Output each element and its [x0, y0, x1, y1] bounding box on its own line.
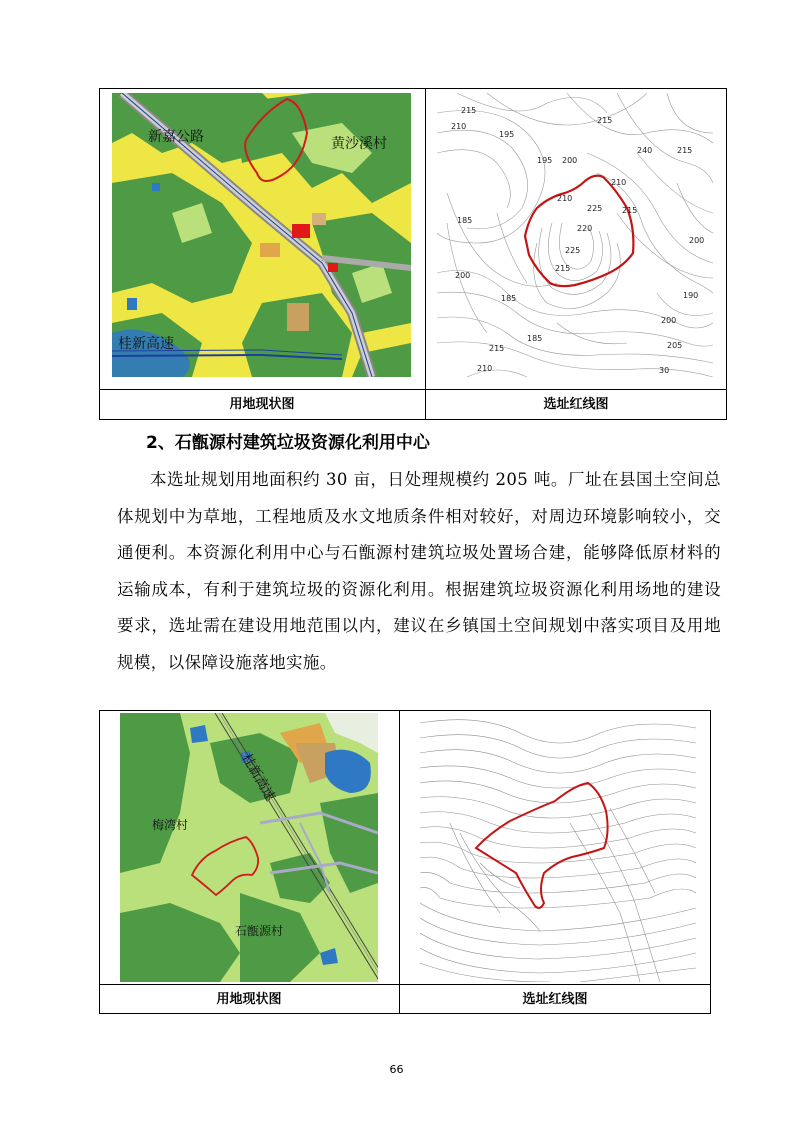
map-label-highway: 桂新高速 — [238, 751, 278, 805]
land-use-map-1 — [112, 93, 411, 377]
section-paragraph: 本选址规划用地面积约 30 亩，日处理规模约 205 吨。厂址在县国土空间总体规划中为草地，工程地质及水文地质条件相对较好，对周边环境影响较小，交通便利。本资源化利用中心与石甑源村建筑垃圾处置场合建，能够降低原材料的运输成本，有利于建筑垃圾的资源化利用。根据建筑垃圾资源化利用场地的建设要求，选址需在建设用地范围以内，建议在乡镇国土空间规划中落实项目及用地规模，以保障设施落地实施。 — [117, 470, 721, 672]
contour-label: 215 — [597, 116, 613, 125]
contour-label: 210 — [477, 364, 493, 373]
contour-label: 185 — [501, 294, 517, 303]
contour-label: 195 — [499, 130, 515, 139]
figure1-divider-vertical — [425, 88, 426, 420]
map-label-road: 新嘉公路 — [148, 129, 204, 145]
map-label-village-2: 石甑源村 — [235, 924, 284, 938]
contour-label: 225 — [587, 204, 603, 213]
contour-label: 215 — [677, 146, 693, 155]
contour-label: 220 — [577, 224, 593, 233]
map-label-village: 黄沙溪村 — [331, 136, 387, 152]
contour-label: 185 — [527, 334, 543, 343]
site-boundary-map-2 — [420, 713, 696, 982]
land-use-map-2 — [120, 713, 378, 982]
page-number: 66 — [389, 1063, 404, 1076]
contour-label: 205 — [667, 341, 683, 350]
contour-label: 195 — [537, 156, 553, 165]
contour-label: 215 — [622, 206, 638, 215]
contour-label: 200 — [661, 316, 677, 325]
contour-label: 210 — [451, 122, 467, 131]
contour-label: 215 — [555, 264, 571, 273]
section-heading: 2、石甑源村建筑垃圾资源化利用中心 — [146, 433, 430, 453]
contour-label: 200 — [455, 271, 471, 280]
contour-label: 30 — [659, 366, 670, 375]
contour-label: 200 — [562, 156, 578, 165]
contour-label: 190 — [683, 291, 699, 300]
contour-label: 215 — [489, 344, 505, 353]
contour-label: 210 — [611, 178, 627, 187]
figure2-caption-right: 选址红线图 — [522, 992, 588, 1007]
contour-label: 210 — [557, 194, 573, 203]
contour-label: 240 — [637, 146, 653, 155]
site-boundary-map-1 — [437, 93, 713, 377]
contour-label: 215 — [461, 106, 477, 115]
map-label-highway: 桂新高速 — [118, 336, 174, 352]
contour-label: 185 — [457, 216, 473, 225]
contour-label: 200 — [689, 236, 705, 245]
contour-label: 225 — [565, 246, 581, 255]
figure1-caption-right: 选址红线图 — [543, 397, 609, 412]
figure2-caption-left: 用地现状图 — [216, 992, 282, 1007]
map-label-village-1: 梅湾村 — [152, 818, 189, 832]
figure1-caption-left: 用地现状图 — [229, 397, 295, 412]
figure2-divider-vertical — [399, 710, 400, 1014]
